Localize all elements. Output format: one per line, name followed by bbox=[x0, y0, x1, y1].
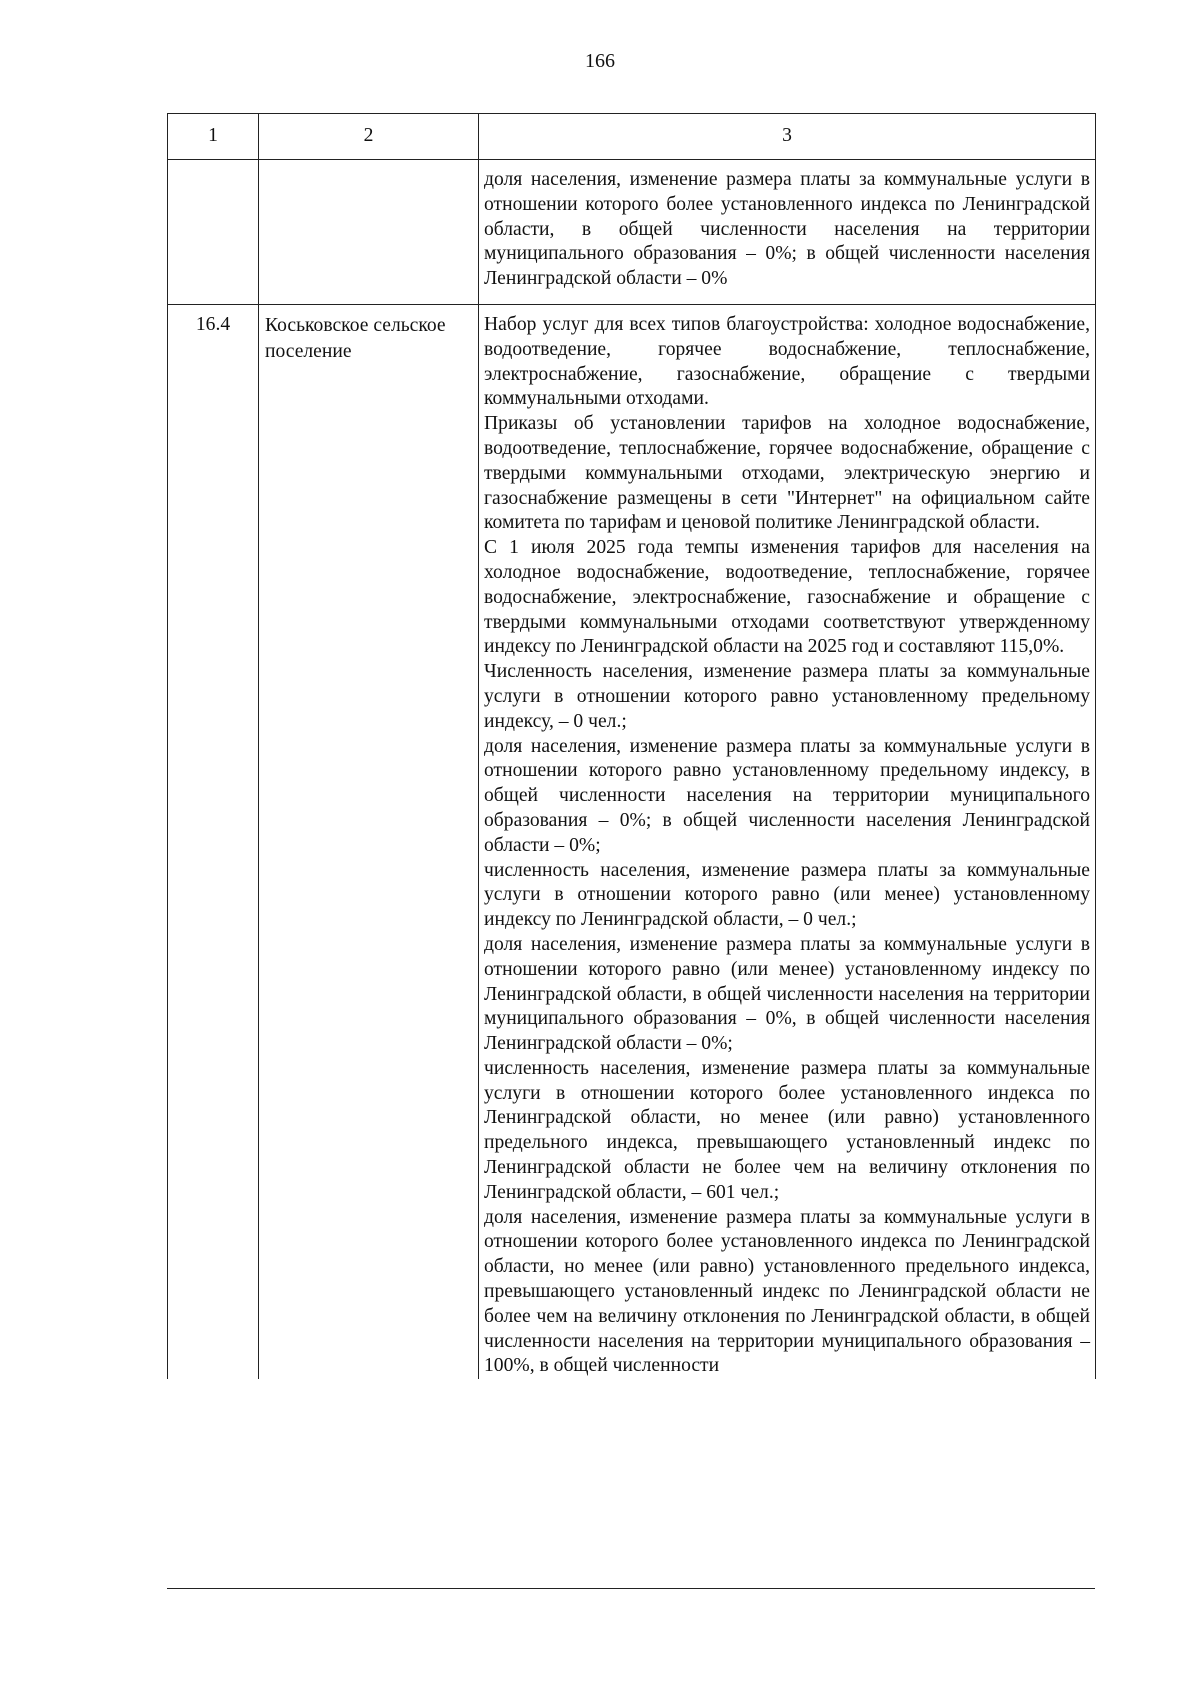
page-number: 166 bbox=[585, 50, 615, 72]
row-text-cell bbox=[479, 304, 1096, 1379]
paragraph-share-above-index: доля населения, изменение размера платы за коммунальные услуги в отношении которого более установленного индекса по Ленинградской области, но менее (или равно) установленного предельного индекса, превышающего установленный индекс по Ленинградской области не более чем на величину отклонения по Ленинградской области, в общей численности населения на территории муниципального образования – 100%, в общей численности bbox=[484, 1206, 1090, 1377]
cont-text-cell bbox=[479, 160, 1096, 305]
cont-number-cell bbox=[168, 160, 259, 305]
table-row-16-4 bbox=[168, 304, 1096, 1379]
cont-name-cell bbox=[259, 160, 479, 305]
row-number-cell: 16.4 bbox=[168, 304, 259, 1379]
paragraph-services: Набор услуг для всех типов благоустройства: холодное водоснабжение, водоотведение, горячее водоснабжение, теплоснабжение, электроснабжение, газоснабжение, обращение с твердыми коммунальными отходами. bbox=[484, 313, 1090, 410]
paragraph-share-limit-index: доля населения, изменение размера платы за коммунальные услуги в отношении которого равно установленному предельному индексу, в общей численности населения на территории муниципального образования – 0%; в общей численности населения Ленинградской области – 0%; bbox=[484, 735, 1090, 856]
table-row-continued bbox=[168, 160, 1096, 305]
header-col-1: 1 bbox=[168, 114, 259, 160]
paragraph-tariff-rates: С 1 июля 2025 года темпы изменения тарифов для населения на холодное водоснабжение, водоотведение, теплоснабжение, горячее водоснабжение, электроснабжение, газоснабжение и обращение с твердыми коммунальными отходами соответствуют утвержденному индексу по Ленинградской области на 2025 год и составляют 115,0%. bbox=[484, 537, 1090, 658]
table-header-row bbox=[168, 114, 1096, 160]
table-bottom-border bbox=[167, 1588, 1095, 1589]
paragraph-orders: Приказы об установлении тарифов на холодное водоснабжение, водоотведение, теплоснабжение, горячее водоснабжение, обращение с твердыми коммунальными отходами, электрическую энергию и газоснабжение размещены в сети "Интернет" на официальном сайте комитета по тарифам и ценовой политике Ленинградской области. bbox=[484, 413, 1090, 534]
paragraph-share-below-index: доля населения, изменение размера платы за коммунальные услуги в отношении которого равно (или менее) установленному индексу по Ленинградской области, в общей численности населения на территории муниципального образования – 0%, в общей численности населения Ленинградской области – 0%; bbox=[484, 933, 1090, 1055]
header-col-2: 2 bbox=[259, 114, 479, 160]
cont-paragraph: доля населения, изменение размера платы за коммунальные услуги в отношении которого более установленного индекса по Ленинградской области, в общей численности населения на территории муниципального образования – 0%; в общей численности населения Ленинградской области – 0% bbox=[484, 169, 1090, 290]
paragraph-population-above-index: численность населения, изменение размера платы за коммунальные услуги в отношении которого более установленного индекса по Ленинградской области, но менее (или равно) установленного предельного индекса, превышающего установленный индекс по Ленинградской области не более чем на величину отклонения по Ленинградской области, – 601 чел.; bbox=[484, 1057, 1090, 1203]
tariff-table bbox=[167, 113, 1096, 1379]
row-settlement-name: Коськовское сельское поселение bbox=[259, 304, 479, 1379]
header-col-3: 3 bbox=[479, 114, 1096, 160]
paragraph-population-limit-index: Численность населения, изменение размера платы за коммунальные услуги в отношении которого равно установленному предельному индексу, – 0 чел.; bbox=[484, 661, 1090, 732]
paragraph-population-below-index: численность населения, изменение размера платы за коммунальные услуги в отношении которого равно (или менее) установленному индексу по Ленинградской области, – 0 чел.; bbox=[484, 859, 1090, 931]
